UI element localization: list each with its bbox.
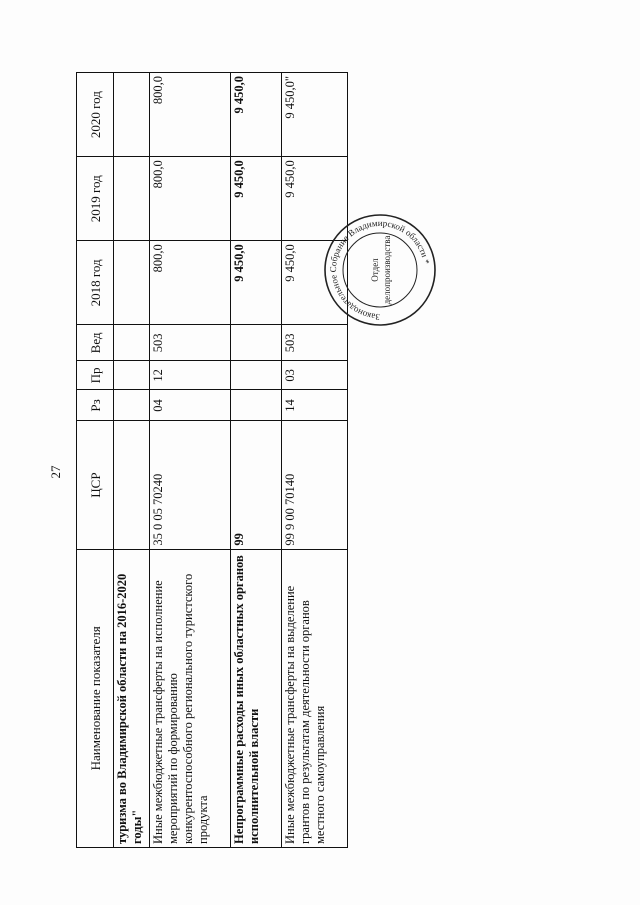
cell-csr xyxy=(114,421,150,549)
stamp-inner-line2: делопроизводства xyxy=(382,235,392,305)
table-header-row xyxy=(77,73,114,848)
cell-2020: 800,0 xyxy=(150,73,231,157)
cell-csr: 99 xyxy=(231,421,282,549)
header-2019: 2019 год xyxy=(77,157,114,241)
cell-2020 xyxy=(114,73,150,157)
cell-rz xyxy=(231,390,282,421)
cell-name: Иные межбюджетные трансферты на исполнение мероприятий по формированию конкурентоспособного регионального туристского продукта xyxy=(150,549,231,847)
cell-rz: 04 xyxy=(150,390,231,421)
header-name: Наименование показателя xyxy=(77,549,114,847)
office-stamp xyxy=(322,212,438,328)
stamp-inner-line1: Отдел xyxy=(370,258,380,282)
table-row xyxy=(231,73,282,848)
cell-rz xyxy=(114,390,150,421)
table-row xyxy=(114,73,150,848)
cell-name: туризма во Владимирской области на 2016-2020 годы" xyxy=(114,549,150,847)
cell-pr xyxy=(114,361,150,390)
cell-pr: 03 xyxy=(282,361,348,390)
table-row xyxy=(282,73,348,848)
cell-ved xyxy=(231,325,282,361)
header-rz: Рз xyxy=(77,390,114,421)
header-csr: ЦСР xyxy=(77,421,114,549)
cell-name: Иные межбюджетные трансферты на выделение грантов по результатам деятельности органов местного самоуправления xyxy=(282,549,348,847)
stamp-ring-text: Законодательное Собрание Владимирской области * xyxy=(327,217,432,323)
cell-rz: 14 xyxy=(282,390,348,421)
cell-2019: 800,0 xyxy=(150,157,231,241)
cell-csr: 99 9 00 70140 xyxy=(282,421,348,549)
cell-pr xyxy=(231,361,282,390)
cell-2019: 9 450,0 xyxy=(282,157,348,241)
cell-pr: 12 xyxy=(150,361,231,390)
cell-ved: 503 xyxy=(282,325,348,361)
cell-ved xyxy=(114,325,150,361)
budget-table-container xyxy=(76,72,346,848)
cell-2020: 9 450,0 xyxy=(231,73,282,157)
cell-2018 xyxy=(114,241,150,325)
cell-2020: 9 450,0" xyxy=(282,73,348,157)
cell-2018: 9 450,0 xyxy=(282,241,348,325)
cell-ved: 503 xyxy=(150,325,231,361)
header-2020: 2020 год xyxy=(77,73,114,157)
header-ved: Вед xyxy=(77,325,114,361)
cell-2018: 9 450,0 xyxy=(231,241,282,325)
budget-table xyxy=(76,72,348,848)
page-number: 27 xyxy=(48,465,63,479)
header-pr: Пр xyxy=(77,361,114,390)
cell-2019: 9 450,0 xyxy=(231,157,282,241)
header-2018: 2018 год xyxy=(77,241,114,325)
cell-2018: 800,0 xyxy=(150,241,231,325)
cell-csr: 35 0 05 70240 xyxy=(150,421,231,549)
stamp-seal-icon xyxy=(322,212,438,328)
cell-2019 xyxy=(114,157,150,241)
cell-name: Непрограммные расходы иных областных органов исполнительной власти xyxy=(231,549,282,847)
table-row xyxy=(150,73,231,848)
